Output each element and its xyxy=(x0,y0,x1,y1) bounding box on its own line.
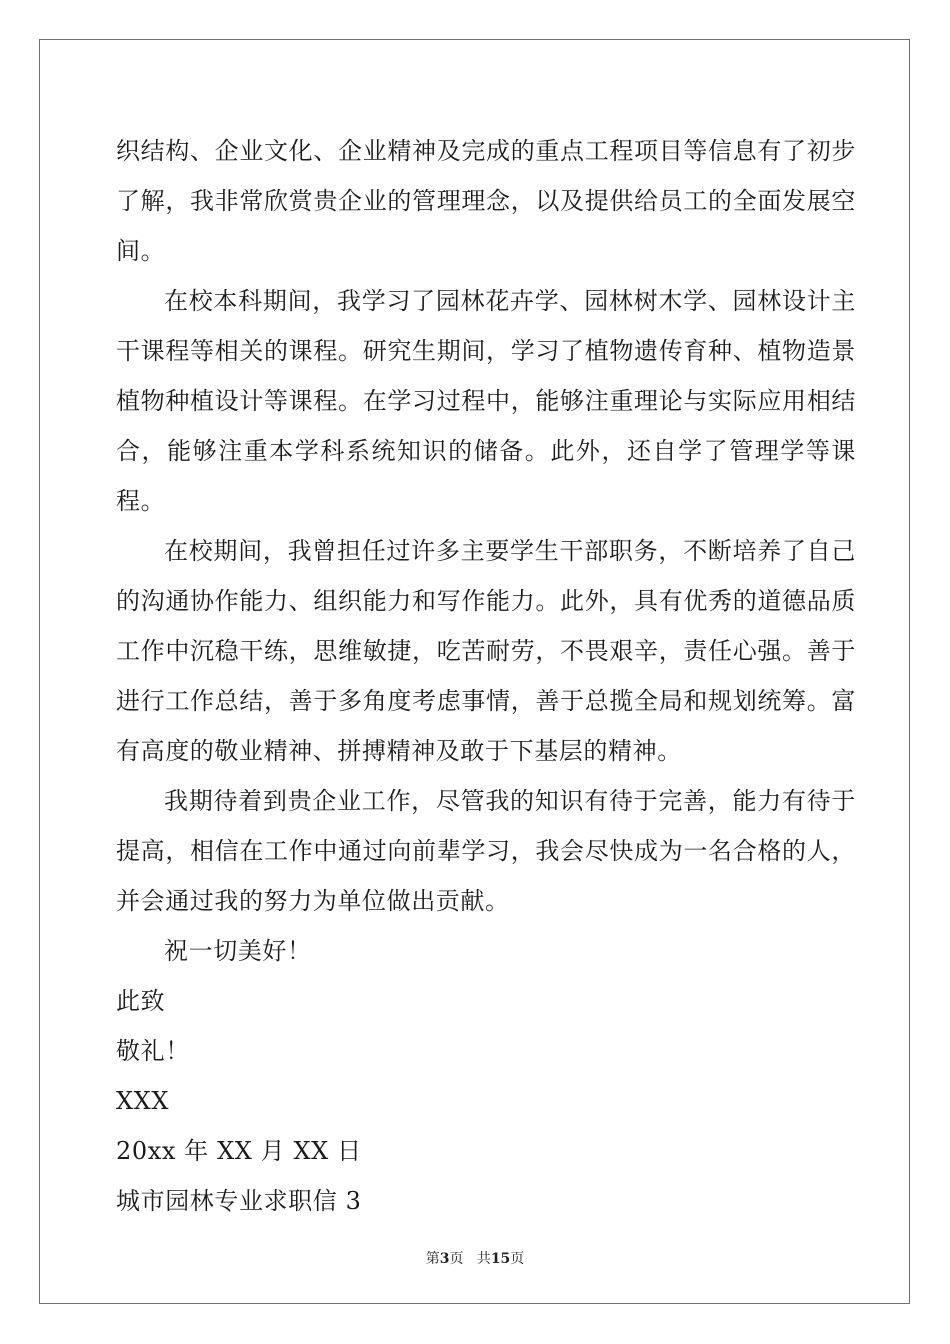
letter-body xyxy=(116,126,856,1226)
page-suffix: 页 xyxy=(449,1251,464,1267)
total-prefix: 共 xyxy=(476,1251,491,1267)
salute-text: 敬礼！ xyxy=(116,1037,190,1065)
page-prefix: 第 xyxy=(425,1251,440,1267)
total-pages: 15 xyxy=(490,1251,511,1267)
next-section-heading: 城市园林专业求职信 3 xyxy=(116,1187,362,1215)
total-suffix: 页 xyxy=(510,1251,525,1267)
date-line: 20xx 年 XX 月 XX 日 xyxy=(116,1137,362,1165)
paragraph-expectation: 我期待着到贵企业工作，尽管我的知识有待于完善，能力有待于提高，相信在工作中通过向前辈学习，我会尽快成为一名合格的人，并会通过我的努力为单位做出贡献。 xyxy=(116,787,856,915)
paragraph-company-understanding: 织结构、企业文化、企业精神及完成的重点工程项目等信息有了初步了解，我非常欣赏贵企业的管理理念，以及提供给员工的全面发展空间。 xyxy=(116,137,856,265)
signature: XXX xyxy=(116,1087,170,1115)
page-footer xyxy=(0,1248,950,1268)
paragraph-education: 在校本科期间，我学习了园林花卉学、园林树木学、园林设计主干课程等相关的课程。研究生期间，学习了植物遗传育种、植物造景植物种植设计等课程。在学习过程中，能够注重理论与实际应用相结合，能够注重本学科系统知识的储备。此外，还自学了管理学等课程。 xyxy=(116,287,856,515)
paragraph-campus-experience: 在校期间，我曾担任过许多主要学生干部职务，不断培养了自己的沟通协作能力、组织能力和写作能力。此外，具有优秀的道德品质工作中沉稳干练，思维敏捷，吃苦耐劳，不畏艰辛，责任心强。善于进行工作总结，善于多角度考虑事情，善于总揽全局和规划统筹。富有高度的敬业精神、拼搏精神及敢于下基层的精神。 xyxy=(116,537,856,765)
paragraph-wishes: 祝一切美好！ xyxy=(164,937,312,965)
closing-text: 此致 xyxy=(116,987,166,1015)
page-number: 3 xyxy=(439,1251,450,1267)
